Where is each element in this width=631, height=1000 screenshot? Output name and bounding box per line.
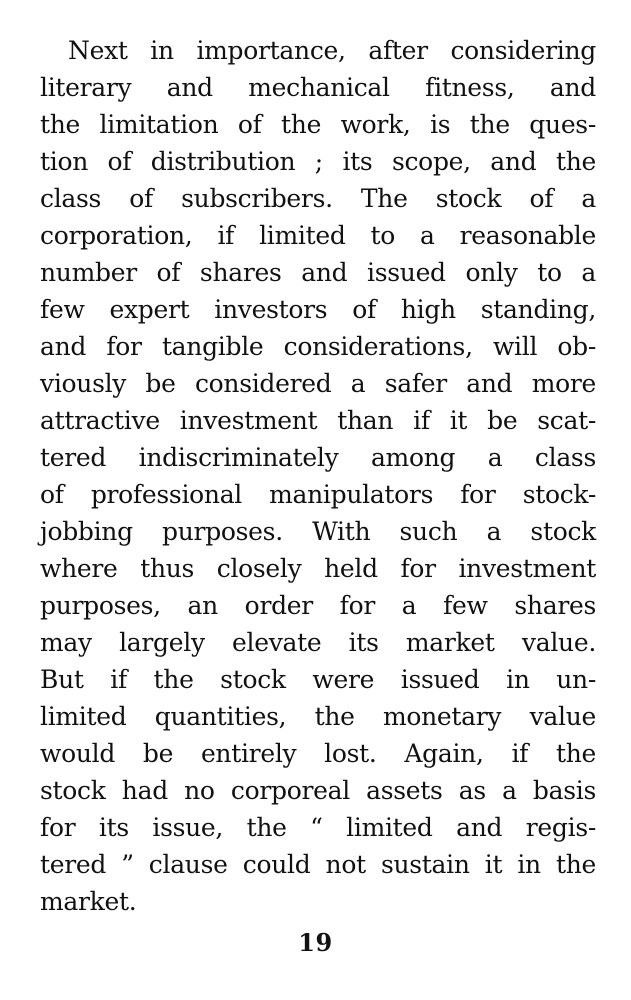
- text-line: jobbing purposes. With such a stock: [40, 517, 596, 546]
- text-line: viously be considered a safer and more: [40, 369, 596, 398]
- text-line: literary and mechanical fitness, and: [40, 73, 596, 102]
- text-line: But if the stock were issued in un-: [40, 665, 596, 694]
- text-line: tered indiscriminately among a class: [40, 443, 596, 472]
- text-line: would be entirely lost. Again, if the: [40, 739, 596, 768]
- text-line: of professional manipulators for stock-: [40, 480, 596, 509]
- text-line: attractive investment than if it be scat-: [40, 406, 596, 435]
- paragraph: [40, 32, 596, 920]
- text-line: Next in importance, after considering: [68, 36, 596, 65]
- text-line: and for tangible considerations, will ob-: [40, 332, 596, 361]
- text-line: market.: [40, 887, 137, 916]
- text-line: where thus closely held for investment: [40, 554, 596, 583]
- text-line: corporation, if limited to a reasonable: [40, 221, 596, 250]
- text-line: tion of distribution ; its scope, and the: [40, 147, 596, 176]
- text-line: may largely elevate its market value.: [40, 628, 596, 657]
- page-number: 19: [298, 928, 333, 957]
- text-line: stock had no corporeal assets as a basis: [40, 776, 596, 805]
- text-line: class of subscribers. The stock of a: [40, 184, 596, 213]
- text-line: few expert investors of high standing,: [40, 295, 596, 324]
- text-line: for its issue, the “ limited and regis-: [40, 813, 596, 842]
- text-line: number of shares and issued only to a: [40, 258, 596, 287]
- text-line: limited quantities, the monetary value: [40, 702, 596, 731]
- text-line: purposes, an order for a few shares: [40, 591, 596, 620]
- text-line: the limitation of the work, is the ques-: [40, 110, 596, 139]
- text-line: tered ” clause could not sustain it in the: [40, 850, 596, 879]
